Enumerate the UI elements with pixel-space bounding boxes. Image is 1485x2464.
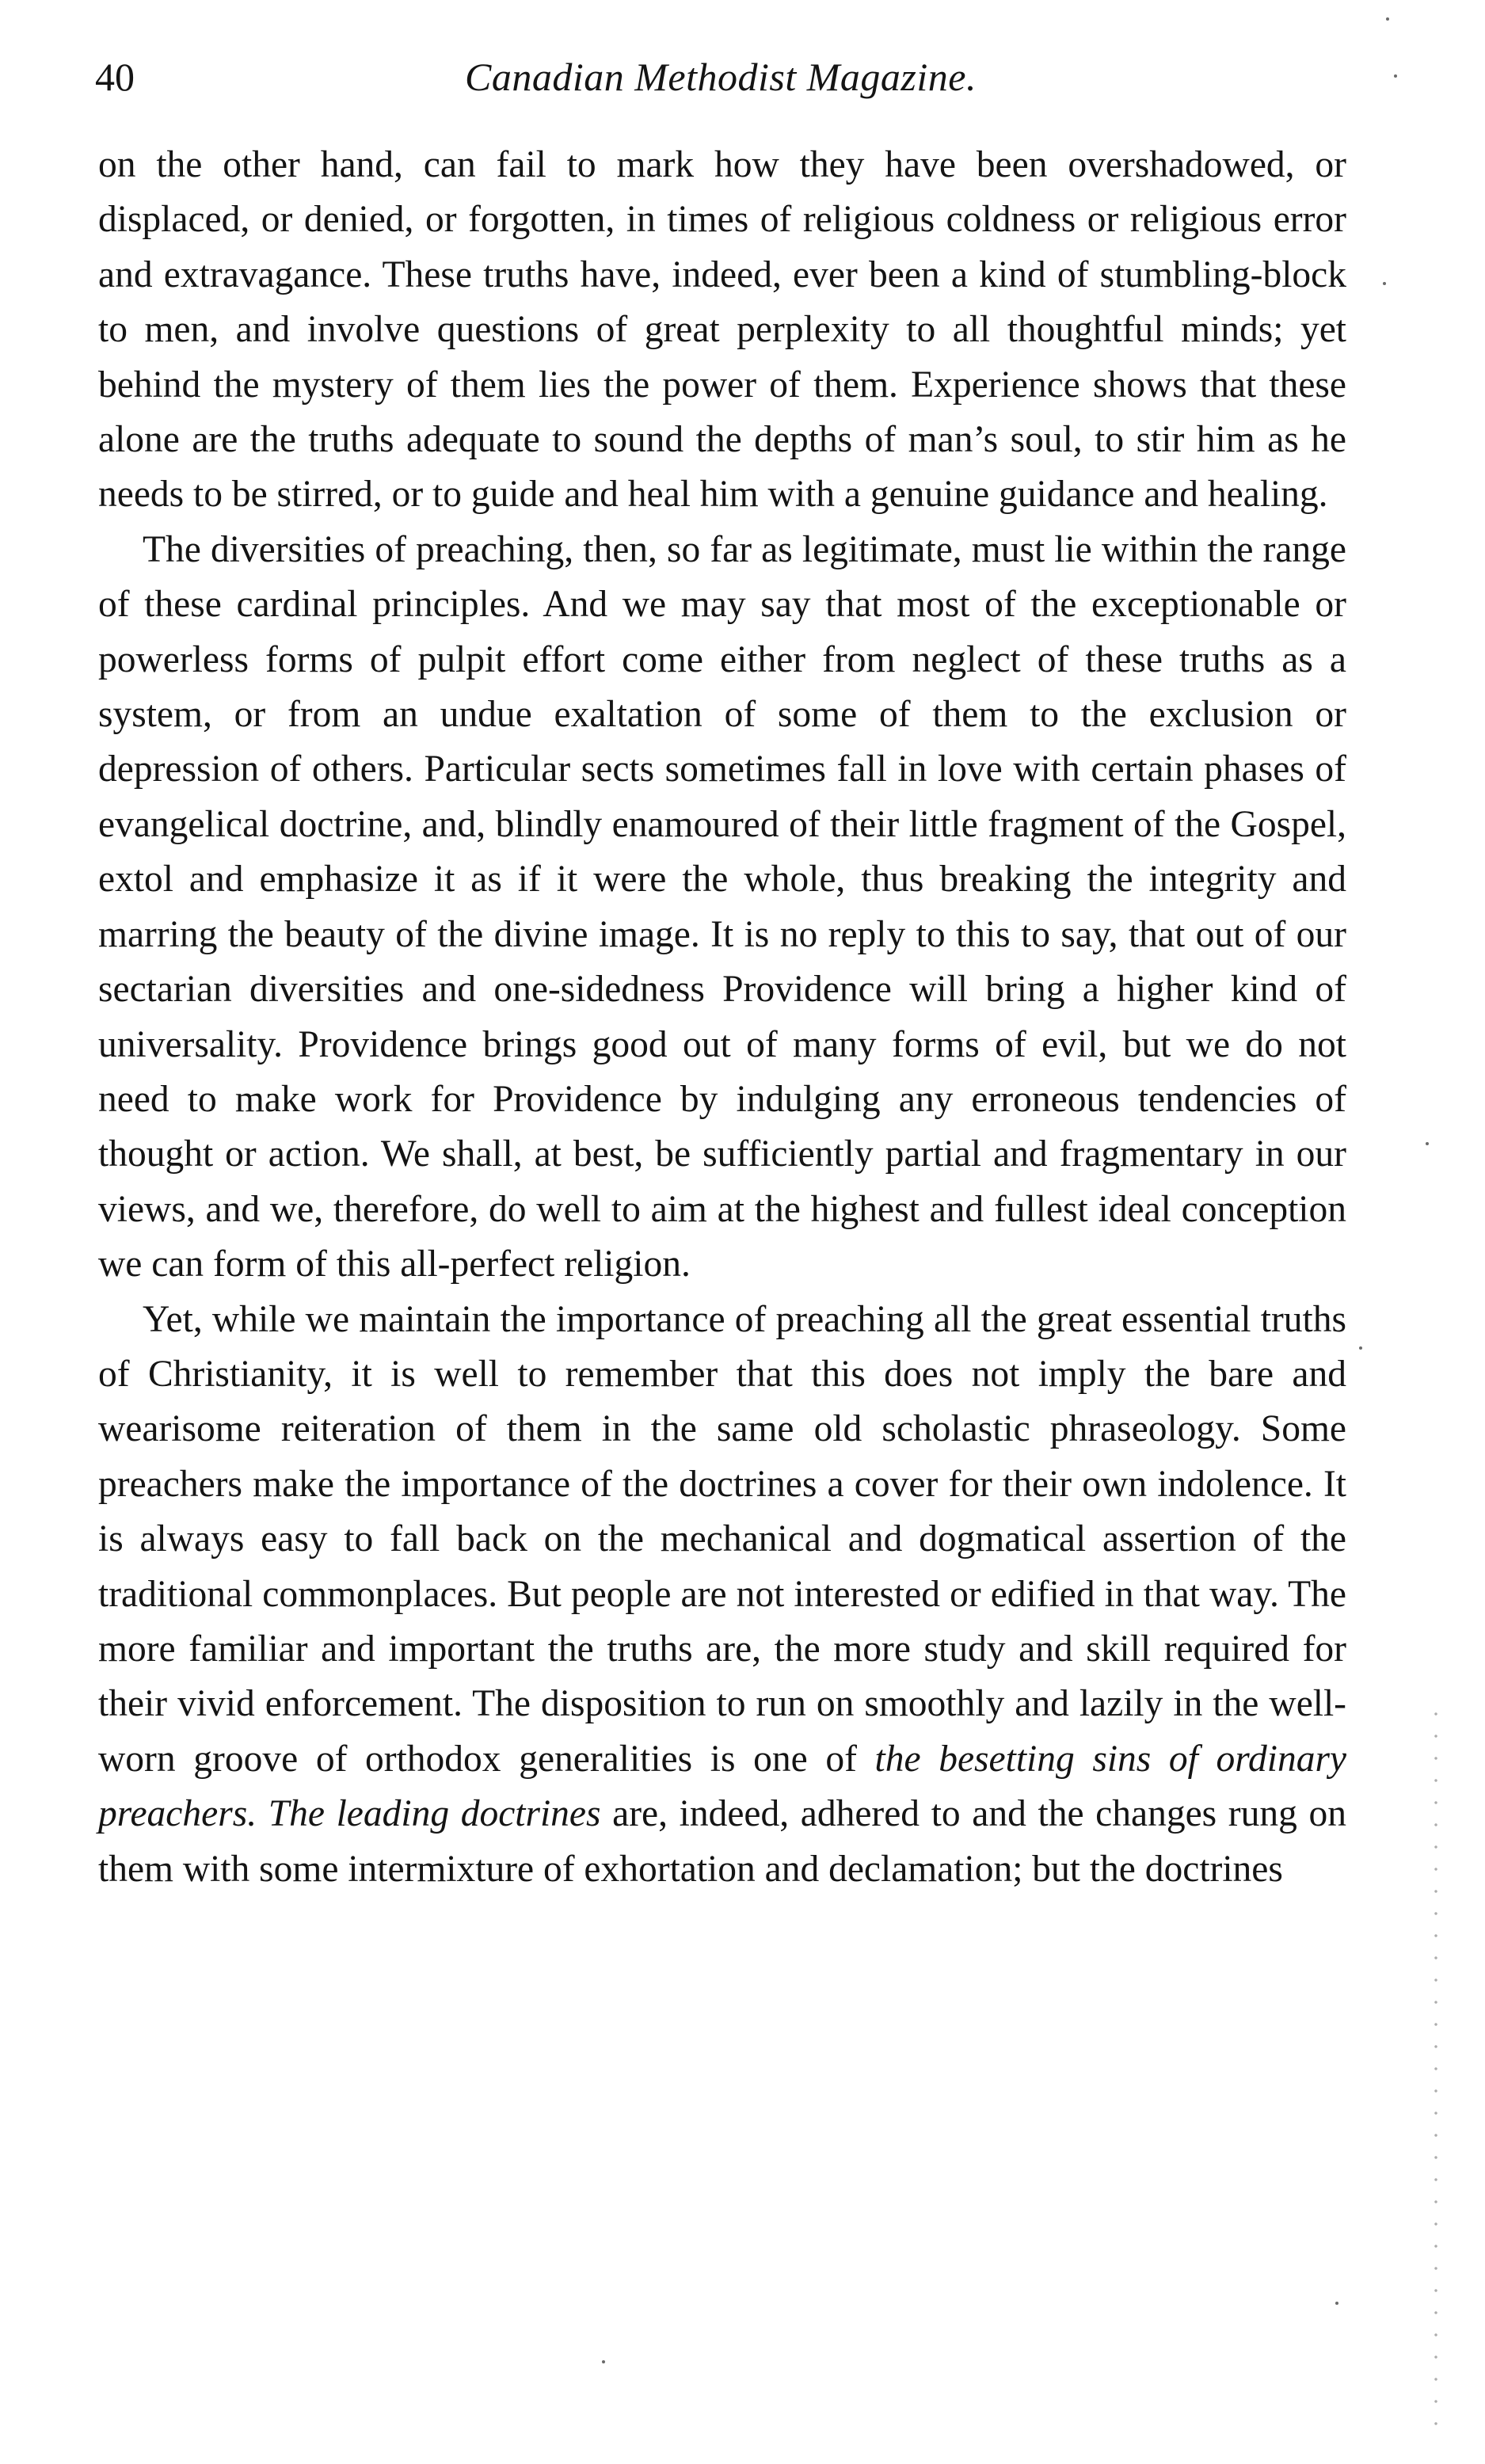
article-body bbox=[98, 138, 1346, 1897]
running-title: Canadian Methodist Magazine. bbox=[465, 55, 977, 99]
page-header bbox=[95, 41, 1346, 112]
scan-speck bbox=[1359, 1346, 1362, 1350]
scan-speck bbox=[1386, 17, 1389, 21]
scan-speck bbox=[1335, 2302, 1338, 2305]
page-number: 40 bbox=[95, 55, 135, 99]
scan-speck bbox=[1394, 74, 1397, 78]
paragraph-1: on the other hand, can fail to mark how they have been overshadowed, or displaced, or denied, or forgotten, in times of religious coldness or religious error and extravagance. These truths have, indeed, ever been a kind of stumbling-block to men, and involve questions of great perplexity to all thoughtful minds; yet behind the mystery of them lies the power of them. Experience shows that these alone are the truths adequate to sound the depths of man’s soul, to stir him as he needs to be stirred, or to guide and heal him with a genuine guidance and healing. bbox=[98, 144, 1346, 516]
scan-edge-marks bbox=[1434, 1703, 1438, 2432]
paragraph-2: The diversities of preaching, then, so far as legitimate, must lie within the range of these cardinal principles. And we may say that most of the exceptionable or powerless forms of pulpit effort come either from neglect of these truths as a system, or from an undue exaltation of some of them to the exclusion or depression of others. Particular sects sometimes fall in love with certain phases of evangelical doctrine, and, blindly enamoured of their little fragment of the Gospel, extol and emphasize it as if it were the whole, thus breaking the integrity and marring the beauty of the divine image. It is no reply to this to say, that out of our sectarian diversities and one-sidedness Providence will bring a higher kind of universality. Providence brings good out of many forms of evil, but we do not need to make work for Providence by indulging any erroneous tendencies of thought or action. We shall, at best, be sufficiently partial and fragmentary in our views, and we, therefore, do well to aim at the highest and fullest ideal conception we can form of this all-perfect religion. bbox=[98, 528, 1346, 1285]
scan-speck bbox=[602, 2360, 605, 2363]
scan-speck bbox=[1426, 1142, 1429, 1145]
paragraph-3-text-end: are, indeed, adhered to and the changes rung on them with some intermixture of exhortation and declamation; but the doctrines bbox=[98, 1793, 1346, 1890]
paragraph-3-text-start: Yet, while we maintain the importance of preaching all the great essential truths of Christianity, it is well to remember that this does not imply the bare and wearisome reiteration of them in the same old scholastic phraseology. Some preachers make the importance of the doctrines a cover for their own indolence. It is always easy to fall back on the mechanical and dogmatical assertion of the traditional commonplaces. But people are not interested or edified in that way. The more familiar and important the truths are, the more study and skill required for their vivid enforcement. The disposition to run on smoothly and lazily in the well-worn groove of orthodox generalities is one of bbox=[98, 1298, 1346, 1780]
paragraph-3 bbox=[98, 1293, 1346, 1897]
paragraph-3-italic-text: the besetting sins of ordinary preachers. The leading doctrines bbox=[98, 1738, 1347, 1835]
scan-speck bbox=[1383, 282, 1386, 285]
